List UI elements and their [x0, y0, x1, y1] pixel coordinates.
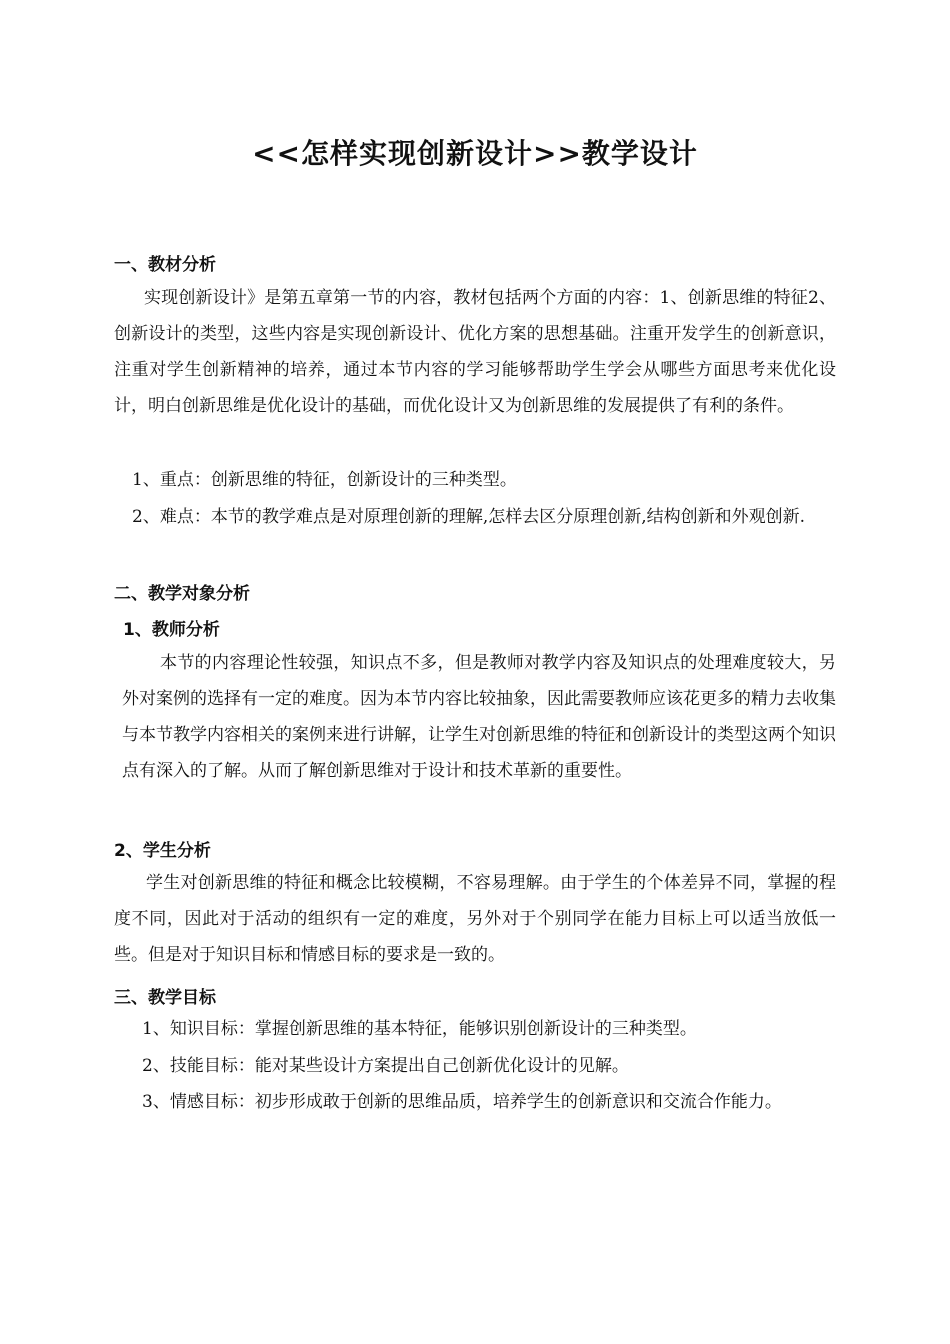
section-heading-material-analysis: 一、教材分析 [114, 255, 216, 275]
emotion-goal-paragraph: 3、情感目标：初步形成敢于创新的思维品质，培养学生的创新意识和交流合作能力。 [142, 1092, 782, 1112]
section-heading-teaching-goals: 三、教学目标 [114, 988, 216, 1008]
student-analysis-heading: 2、学生分析 [114, 841, 211, 861]
knowledge-goal-paragraph: 1、知识目标：掌握创新思维的基本特征，能够识别创新设计的三种类型。 [142, 1019, 697, 1039]
document-title: <<怎样实现创新设计>>教学设计 [252, 137, 698, 170]
teacher-analysis-heading: 1、教师分析 [123, 620, 220, 640]
key-point-paragraph: 1、重点：创新思维的特征，创新设计的三种类型。 [132, 470, 517, 490]
skill-goal-paragraph: 2、技能目标：能对某些设计方案提出自己创新优化设计的见解。 [142, 1056, 629, 1076]
difficulty-paragraph: 2、难点：本节的教学难点是对原理创新的理解,怎样去区分原理创新,结构创新和外观创新. [132, 507, 806, 527]
material-analysis-paragraph: 实现创新设计》是第五章第一节的内容，教材包括两个方面的内容：1、创新思维的特征2、创新设计的类型，这些内容是实现创新设计、优化方案的思想基础。注重开发学生的创新意识，注重对学生创新精神的培养，通过本节内容的学习能够帮助学生学会从哪些方面思考来优化设计，明白创新思维是优化设计的基础，而优化设计又为创新思维的发展提供了有利的条件。 [114, 288, 836, 416]
section-heading-audience-analysis: 二、教学对象分析 [114, 584, 250, 604]
student-analysis-paragraph: 学生对创新思维的特征和概念比较模糊，不容易理解。由于学生的个体差异不同，掌握的程度不同，因此对于活动的组织有一定的难度，另外对于个别同学在能力目标上可以适当放低一些。但是对于知识目标和情感目标的要求是一致的。 [114, 873, 836, 965]
teacher-analysis-paragraph: 本节的内容理论性较强，知识点不多，但是教师对教学内容及知识点的处理难度较大，另外对案例的选择有一定的难度。因为本节内容比较抽象，因此需要教师应该花更多的精力去收集与本节教学内容相关的案例来进行讲解，让学生对创新思维的特征和创新设计的类型这两个知识点有深入的了解。从而了解创新思维对于设计和技术革新的重要性。 [122, 653, 836, 781]
